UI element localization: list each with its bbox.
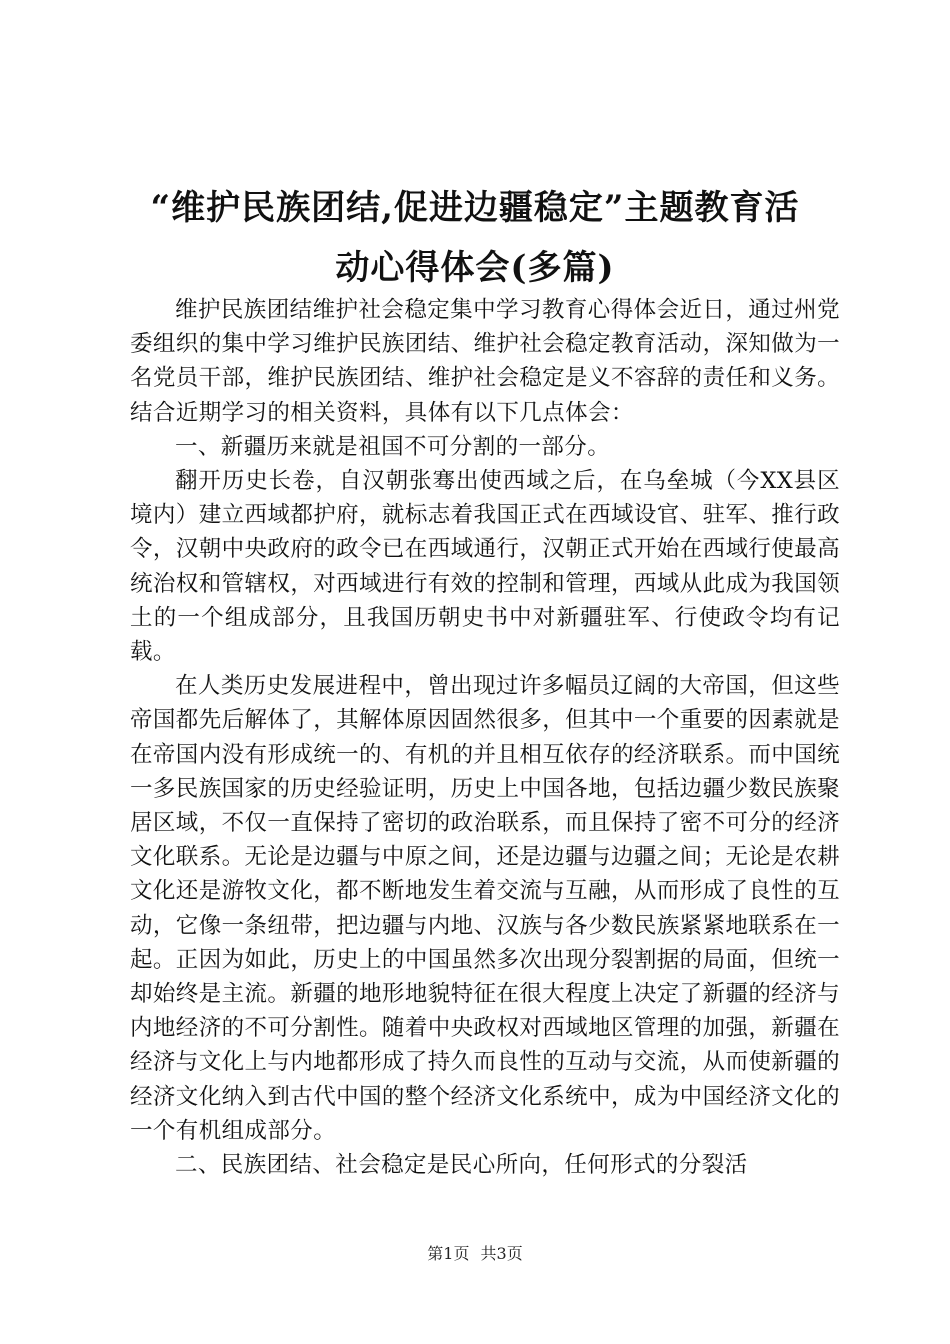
- document-body: [130, 293, 840, 1182]
- page-footer: [0, 1244, 950, 1264]
- document-title-line-2: 动心得体会(多篇): [335, 248, 615, 288]
- page-total: 共3页: [480, 1244, 523, 1263]
- document-title-line-1: “维护民族团结,促进边疆稳定”主题教育活: [150, 188, 800, 228]
- paragraph-intro: 维护民族团结维护社会稳定集中学习教育心得体会近日，通过州党委组织的集中学习维护民族团结、维护社会稳定教育活动，深知做为一名党员干部，维护民族团结、维护社会稳定是义不容辞的责任和义务。结合近期学习的相关资料，具体有以下几点体会：: [130, 297, 840, 426]
- paragraph-history: 翻开历史长卷，自汉朝张骞出使西域之后，在乌垒城（今XX县区境内）建立西域都护府，就标志着我国正式在西域设官、驻军、推行政令，汉朝中央政府的政令已在西域通行，汉朝正式开始在西域行使最高统治权和管辖权，对西域进行有效的控制和管理，西域从此成为我国领土的一个组成部分，且我国历朝史书中对新疆驻军、行使政令均有记载。: [130, 468, 840, 666]
- paragraph-heading-2: 二、民族团结、社会稳定是民心所向，任何形式的分裂活: [175, 1152, 748, 1179]
- page-number: 第1页: [427, 1244, 470, 1263]
- paragraph-heading-1: 一、新疆历来就是祖国不可分割的一部分。: [175, 433, 611, 460]
- paragraph-empires: 在人类历史发展进程中，曾出现过许多幅员辽阔的大帝国，但这些帝国都先后解体了，其解体原因固然很多，但其中一个重要的因素就是在帝国内没有形成统一的、有机的并且相互依存的经济联系。而中国统一多民族国家的历史经验证明，历史上中国各地，包括边疆少数民族聚居区域，不仅一直保持了密切的政治联系，而且保持了密不可分的经济文化联系。无论是边疆与中原之间，还是边疆与边疆之间；无论是农耕文化还是游牧文化，都不断地发生着交流与互融，从而形成了良性的互动，它像一条纽带，把边疆与内地、汉族与各少数民族紧紧地联系在一起。正因为如此，历史上的中国虽然多次出现分裂割据的局面，但统一却始终是主流。新疆的地形地貌特征在很大程度上决定了新疆的经济与内地经济的不可分割性。随着中央政权对西域地区管理的加强，新疆在经济与文化上与内地都形成了持久而良性的互动与交流，从而使新疆的经济文化纳入到古代中国的整个经济文化系统中，成为中国经济文化的一个有机组成部分。: [130, 673, 840, 1144]
